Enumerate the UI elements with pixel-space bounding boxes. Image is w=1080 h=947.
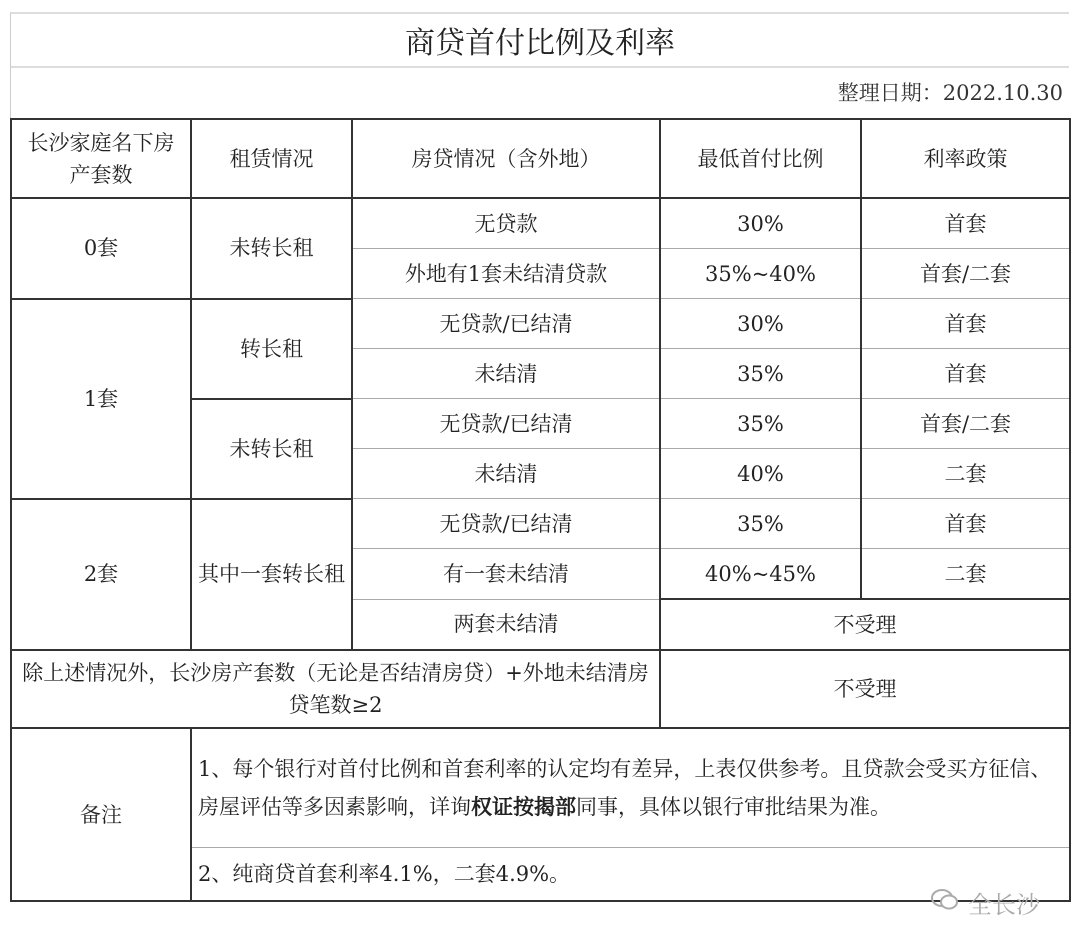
table-row — [11, 299, 1070, 349]
rate-policy: 二套 — [861, 549, 1070, 600]
rental-status: 转长租 — [191, 299, 352, 399]
loan-status: 无贷款 — [352, 198, 660, 249]
note-1 — [191, 728, 1070, 848]
property-count: 0套 — [11, 198, 191, 299]
header-property-count: 长沙家庭名下房产套数 — [11, 119, 191, 198]
down-payment-table — [10, 118, 1071, 902]
down-payment: 35% — [660, 349, 861, 399]
table-row — [11, 499, 1070, 549]
loan-status: 无贷款/已结清 — [352, 299, 660, 349]
wechat-icon — [930, 887, 960, 919]
header-loan: 房贷情况（含外地） — [352, 119, 660, 198]
loan-status: 未结清 — [352, 449, 660, 499]
rate-policy: 首套 — [861, 499, 1070, 549]
down-payment: 40% — [660, 449, 861, 499]
rental-status: 未转长租 — [191, 198, 352, 299]
watermark — [930, 885, 1040, 920]
note-2: 2、纯商贷首套利率4.1%，二套4.9%。 — [191, 848, 1070, 902]
down-payment: 30% — [660, 198, 861, 249]
property-count: 2套 — [11, 499, 191, 651]
watermark-text: 全长沙 — [968, 891, 1040, 919]
note-1-dept: 权证按揭部 — [471, 794, 576, 819]
rate-policy: 首套 — [861, 198, 1070, 249]
loan-status: 无贷款/已结清 — [352, 399, 660, 449]
property-count: 1套 — [11, 299, 191, 499]
down-payment: 35%~40% — [660, 249, 861, 299]
rate-policy: 首套 — [861, 349, 1070, 399]
summary-row — [11, 650, 1070, 728]
rental-status: 其中一套转长租 — [191, 499, 352, 651]
not-accepted: 不受理 — [660, 599, 1070, 650]
loan-status: 两套未结清 — [352, 599, 660, 650]
rental-status: 未转长租 — [191, 399, 352, 499]
header-rate-policy: 利率政策 — [861, 119, 1070, 198]
header-rental: 租赁情况 — [191, 119, 352, 198]
note-1-text-b: 同事，具体以银行审批结果为准。 — [576, 795, 891, 819]
rate-policy: 首套/二套 — [861, 249, 1070, 299]
rate-policy: 首套/二套 — [861, 399, 1070, 449]
loan-status: 外地有1套未结清贷款 — [352, 249, 660, 299]
rate-policy: 首套 — [861, 299, 1070, 349]
loan-status: 未结清 — [352, 349, 660, 399]
page-title: 商贷首付比例及利率 — [10, 12, 1069, 68]
note-1-text-a: 1、每个银行对首付比例和首套利率的认定均有差异，上表仅供参考。且贷款会受买方征信、房屋评估等多因素影响，详询 — [198, 757, 1052, 819]
header-row — [11, 119, 1070, 198]
down-payment: 40%~45% — [660, 549, 861, 600]
rate-policy: 二套 — [861, 449, 1070, 499]
table-row — [11, 198, 1070, 249]
down-payment: 35% — [660, 499, 861, 549]
header-min-down-payment: 最低首付比例 — [660, 119, 861, 198]
loan-status: 有一套未结清 — [352, 549, 660, 600]
summary-result: 不受理 — [660, 650, 1070, 728]
down-payment: 35% — [660, 399, 861, 449]
loan-status: 无贷款/已结清 — [352, 499, 660, 549]
notes-row — [11, 728, 1070, 848]
compile-date: 整理日期：2022.10.30 — [10, 66, 1063, 118]
summary-text: 除上述情况外，长沙房产套数（无论是否结清房贷）+外地未结清房贷笔数≥2 — [11, 650, 660, 728]
down-payment: 30% — [660, 299, 861, 349]
notes-label: 备注 — [11, 728, 191, 901]
